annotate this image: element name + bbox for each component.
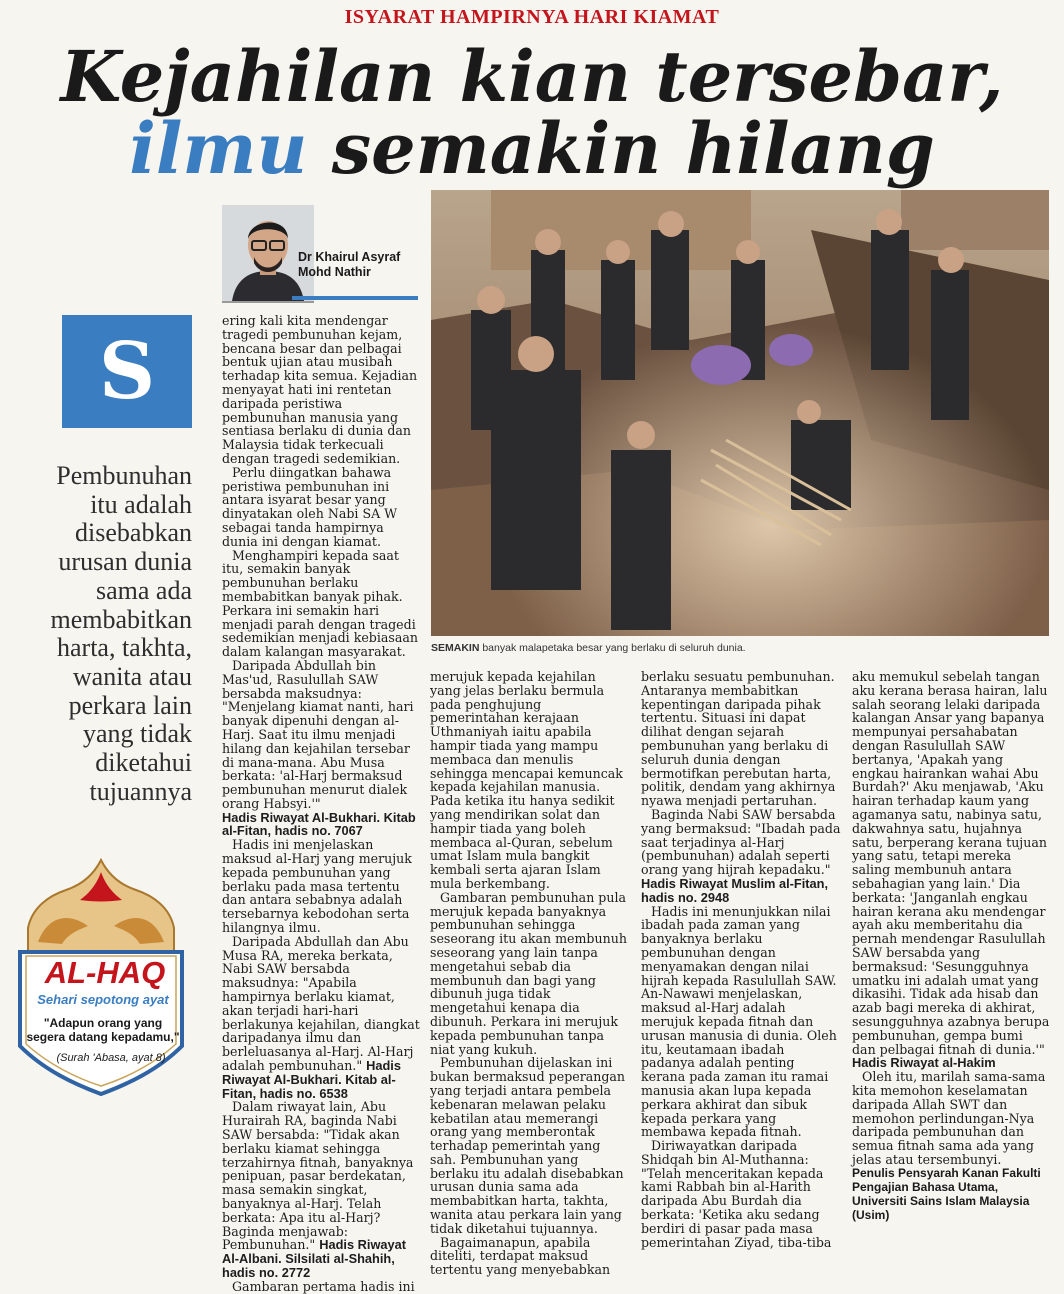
paragraph: Hadis ini menunjukkan nilai ibadah pada zaman yang banyaknya berlaku pembunuhan dengan menyamakan dengan nilai hijrah kepada Rasulullah SAW. An-Nawawi menjelaskan, maksud al-Harj adalah merujuk kepada fitnah dan urusan manusia di dunia. Oleh itu, keutamaan ibadah padanya adalah penting kerana pada zaman itu ramai manusia akan lupa kepada perkara akhirat dan sibuk kepada perkara yang membawa kepada fitnah. <box>641 903 837 1140</box>
headline-line2-rest: semakin hilang <box>307 107 935 190</box>
paragraph: berlaku sesuatu pembunuhan. Antaranya membabitkan kepentingan daripada pihak tertentu. Situasi ini dapat dilihat dengan sejarah pembunuhan yang berlaku di seluruh dunia dengan bermotifkan perebutan harta, politik, dendam yang akhirnya nyawa menjadi pertaruhan. <box>641 669 836 809</box>
paragraph: Diriwayatkan daripada Shidqah bin Al-Muthanna: "Telah menceritakan kepada kami Rabbah bin al-Harith daripada Abu Burdah dia berkata: 'Ketika aku sedang berdiri di pasar pada masa pemerintahan Ziyad, tiba-tiba <box>641 1138 832 1250</box>
paragraph <box>222 935 420 1101</box>
al-haq-title: AL-HAQ <box>44 955 166 990</box>
paragraph-text: Daripada Abdullah dan Abu Musa RA, mereka berkata, Nabi SAW bersabda maksudnya: "Apabila hampirnya berlaku kiamat, akan terjadi hari-hari berlakunya kejahilan, diangkat daripadanya ilmu dan berleluasanya al-Harj. Al-Harj adalah pembunuhan." <box>222 933 420 1074</box>
article-column-1 <box>222 314 420 1294</box>
paragraph <box>222 1100 420 1279</box>
headline-line1: Kejahilan kian tersebar, <box>60 35 1004 118</box>
paragraph: ering kali kita mendengar tragedi pembunuhan kejam, bencana besar dan pelbagai bentuk ujian atau musibah terhadap kita semua. Kejadian menyayat hati ini rentetan daripada peristiwa pembunuhan manusia yang sentiasa berlaku di dunia dan Malaysia tidak terkecuali dengan tragedi sedemikian. <box>222 313 418 466</box>
hadith-reference: Hadis Riwayat Al-Bukhari. Kitab al-Fitan, hadis no. 6538 <box>222 1058 401 1101</box>
paragraph: Perlu diingatkan bahawa peristiwa pembunuhan ini antara isyarat besar yang dinyatakan oleh Nabi SA W sebagai tanda hampirnya dunia ini dengan kiamat. <box>222 464 398 549</box>
earthquake-photo <box>431 190 1049 636</box>
author-name-line2: Mohd Nathir <box>298 265 371 279</box>
headline-blue-word: ilmu <box>129 107 308 190</box>
paragraph: Oleh itu, marilah sama-sama kita memohon keselamatan daripada Allah SWT dan memohon perlindungan-Nya daripada pembunuhan dan semua fitnah sama ada yang jelas atau tersembunyi. <box>852 1069 1046 1167</box>
article-column-4 <box>852 670 1050 1167</box>
paragraph: Pembunuhan dijelaskan ini bukan bermaksud peperangan yang terjadi antara pembela kebenaran melawan pelaku kebatilan atau memerangi orang yang memberontak terhadap pemerintah yang sah. Pembunuhan yang berlaku itu adalah disebabkan urusan dunia sama ada membabitkan harta, takhta, wanita atau perkara lain yang tidak diketahui tujuannya. <box>430 1055 626 1236</box>
paragraph: Gambaran pertama hadis ini <box>232 1278 415 1294</box>
paragraph: merujuk kepada kejahilan yang jelas berlaku bermula pada penghujung pemerintahan kerajaan Uthmaniyah iaitu apabila hampir tiada yang mampu membaca dan menulis sehingga mencapai kemuncak kepada kejahilan manusia. Pada ketika itu hanya sedikit yang mendirikan solat dan hampir tiada yang boleh membaca al-Quran, sebelum umat Islam mula bangkit kembali serta ajaran Islam mula berkembang. <box>430 669 623 891</box>
al-haq-subtitle: Sehari sepotong ayat <box>37 992 169 1007</box>
pull-quote: Pembunuhan itu adalah disebabkan urusan dunia sama ada membabitkan harta, takhta, wanita atau perkara lain yang tidak diketahui tujuannya <box>50 461 192 806</box>
paragraph-text: Dalam riwayat lain, Abu Hurairah RA, baginda Nabi SAW bersabda: "Tidak akan berlaku kiamat sehingga terzahirnya fitnah, banyaknya penipuan, pasar berdekatan, masa semakin singkat, banyaknya al-Harj. Telah berkata: Apa itu al-Harj? Baginda menjawab: Pembunuhan." <box>222 1099 414 1253</box>
photo-caption <box>431 642 1051 654</box>
author-name-line1: Dr Khairul Asyraf <box>298 250 401 264</box>
caption-rest: banyak malapetaka besar yang berlaku di seluruh dunia. <box>479 642 746 654</box>
hadith-reference: Hadis Riwayat Al-Bukhari. Kitab al-Fitan, hadis no. 7067 <box>222 809 416 839</box>
article-column-3 <box>641 670 841 1249</box>
al-haq-source: (Surah 'Abasa, ayat 8) <box>56 1052 166 1064</box>
author-name <box>298 250 400 280</box>
author-rule <box>292 296 418 300</box>
headline-line2 <box>0 107 1064 190</box>
article-column-2 <box>430 670 628 1277</box>
drop-cap: S <box>62 315 192 428</box>
hadith-reference: Hadis Riwayat al-Hakim <box>852 1055 996 1071</box>
al-haq-verse: "Adapun orang yang segera datang kepadamu," <box>26 1016 180 1044</box>
paragraph: Menghampiri kepada saat itu, semakin banyak pembunuhan berlaku membabitkan banyak pihak. Perkara ini semakin hari menjadi parah dengan tragedi sedemikian menjadi kebiasaan dalam kalangan masyarakat. <box>222 547 418 660</box>
hadith-reference: Hadis Riwayat Muslim al-Fitan, hadis no. 2948 <box>641 875 829 905</box>
caption-lead: SEMAKIN <box>431 642 480 654</box>
kicker: ISYARAT HAMPIRNYA HARI KIAMAT <box>344 6 720 28</box>
paragraph: Gambaran pembunuhan pula merujuk kepada banyaknya pembunuhan sehingga seseorang itu akan membunuh seseorang yang lain tanpa mengetahui sebab dia membunuh dan bagi yang dibunuh juga tidak mengetahui kenapa dia dibunuh. Perkara ini merujuk kepada pembunuhan tanpa niat yang kukuh. <box>430 889 627 1057</box>
paragraph: Bagaimanapun, apabila diteliti, terdapat maksud tertentu yang menyebabkan <box>430 1234 611 1278</box>
paragraph: Hadis ini menjelaskan maksud al-Harj yang merujuk kepada pembunuhan yang berlaku pada masa tertentu dan antara sebabnya adalah tersebarnya kebodohan serta hilangnya ilmu. <box>222 837 412 936</box>
paragraph <box>852 670 1050 1070</box>
hadith-reference: Hadis Riwayat Al-Albani. Silsilati al-Shahih, hadis no. 2772 <box>222 1237 407 1280</box>
writer-bio: Penulis Pensyarah Kanan Fakulti Pengajian Bahasa Utama, Universiti Sains Islam Malaysia (Usim) <box>852 1166 1041 1222</box>
paragraph: Daripada Abdullah bin Mas'ud, Rasulullah SAW bersabda maksudnya: "Menjelang kiamat nanti, hari banyak dipenuhi dengan al-Harj. Saat itu ilmu menjadi hilang dan kejahilan tersebar di mana-mana. Abu Musa berkata: 'al-Harj bermaksud pembunuhan menurut dialek orang Habsyi.'" <box>222 657 414 811</box>
paragraph: Baginda Nabi SAW bersabda yang bermaksud: "Ibadah pada saat terjadinya al-Harj (pembunuhan) adalah seperti orang yang hijrah kepadaku." <box>641 806 841 878</box>
paragraph-text: aku memukul sebelah tangan aku kerana berasa hairan, lalu salah seorang lelaki daripada kalangan Ansar yang bapanya mempunyai persahabatan dengan Rasulullah SAW bertanya, 'Apakah yang engkau hairankan wahai Abu Burdah?' Aku menjawab, 'Aku hairan terhadap kaum yang agamanya satu, nabinya satu, dakwahnya satu, hujahnya satu, berperang kerana tujuan yang satu, tetapi mereka saling membunuh antara sebahagian yang lain.' Dia berkata: 'Janganlah engkau hairan kerana aku mendengar ayah aku memberitahu dia pernah mendengar Rasulullah SAW bersabda yang bermaksud: 'Sesungguhnya umatku ini adalah umat yang dikasihi. Tidak ada hisab dan azab bagi mereka di akhirat, sesungguhnya azabnya berupa pembunuhan, gempa bumi dan pelbagai fitnah di dunia.'" <box>852 669 1050 1057</box>
